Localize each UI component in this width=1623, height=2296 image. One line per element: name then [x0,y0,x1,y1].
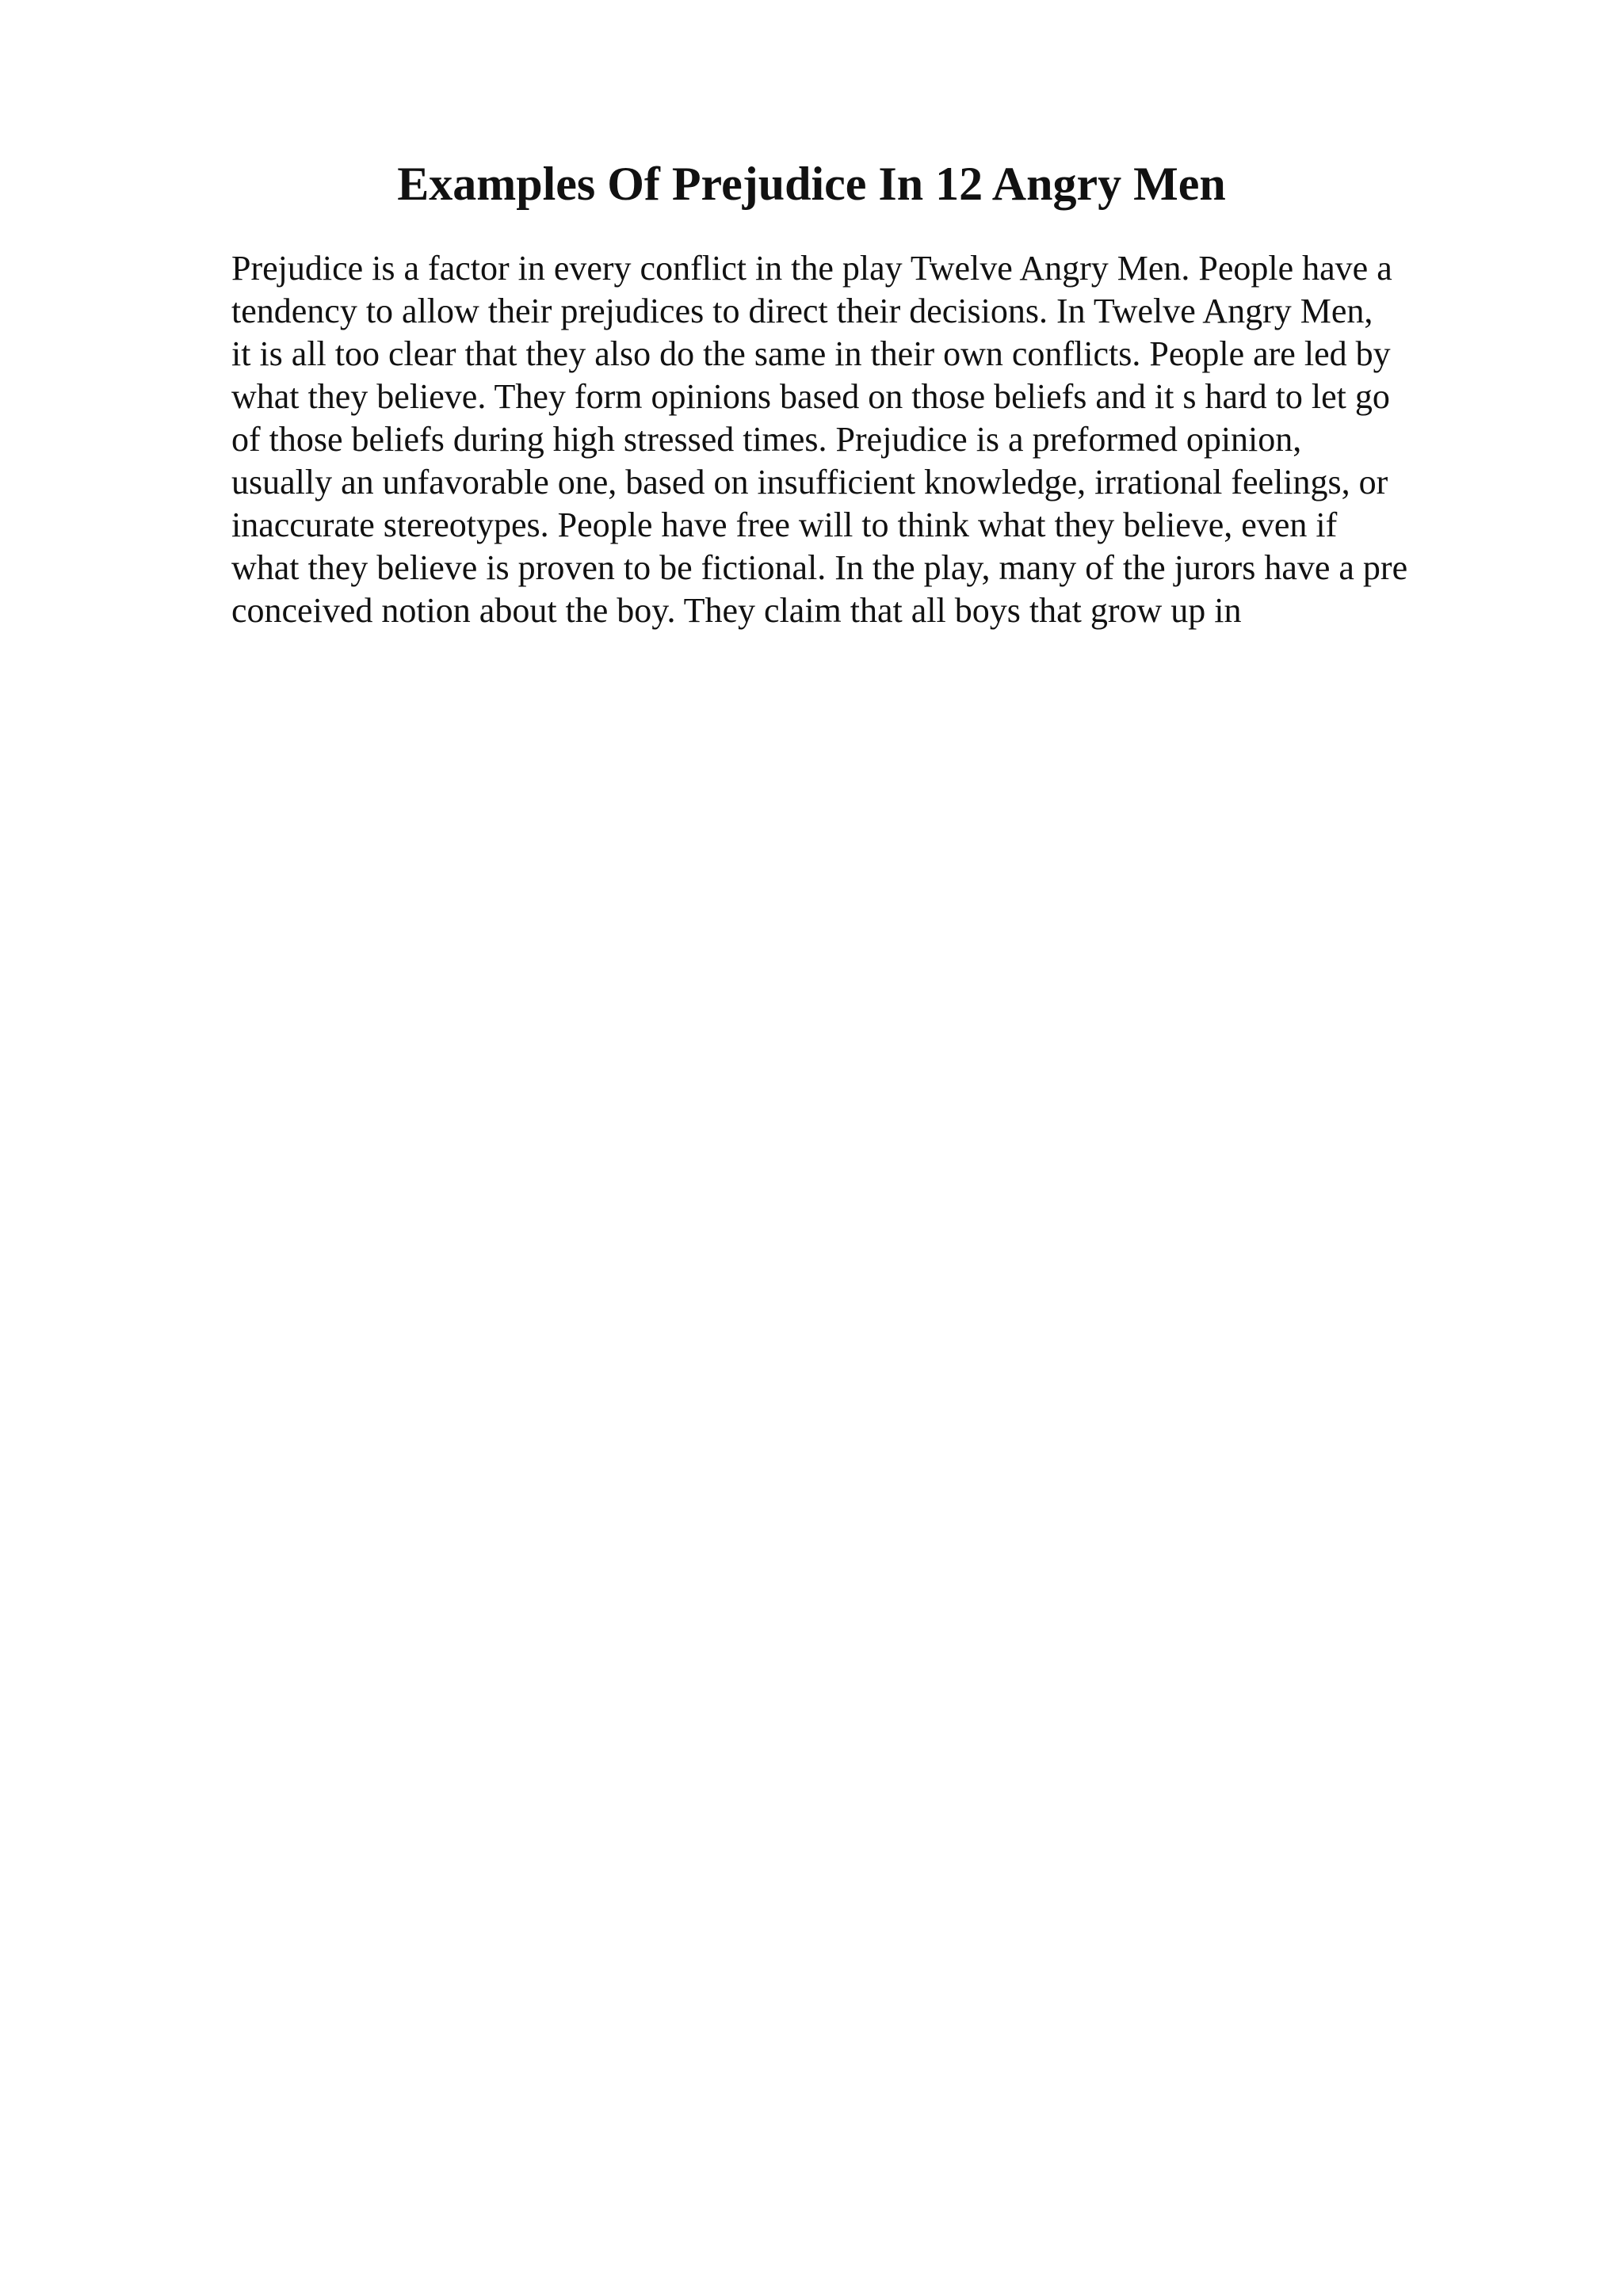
body-line: what they believe. They form opinions based on those beliefs and it s hard to let go [231,377,1390,416]
document-body [231,247,1499,632]
body-line: inaccurate stereotypes. People have free will to think what they believe, even if [231,505,1338,544]
body-line: usually an unfavorable one, based on insufficient knowledge, irrational feelings, or [231,463,1388,502]
body-line: conceived notion about the boy. They claim that all boys that grow up in [231,591,1242,630]
body-line: it is all too clear that they also do the same in their own conflicts. People are led by [231,334,1391,373]
document-title: Examples Of Prejudice In 12 Angry Men [397,158,1226,210]
body-line: tendency to allow their prejudices to direct their decisions. In Twelve Angry Men, [231,292,1373,330]
body-line: of those beliefs during high stressed times. Prejudice is a preformed opinion, [231,420,1302,459]
body-line: Prejudice is a factor in every conflict in the play Twelve Angry Men. People have a [231,249,1392,288]
body-line: what they believe is proven to be fictional. In the play, many of the jurors have a pre [231,548,1408,587]
